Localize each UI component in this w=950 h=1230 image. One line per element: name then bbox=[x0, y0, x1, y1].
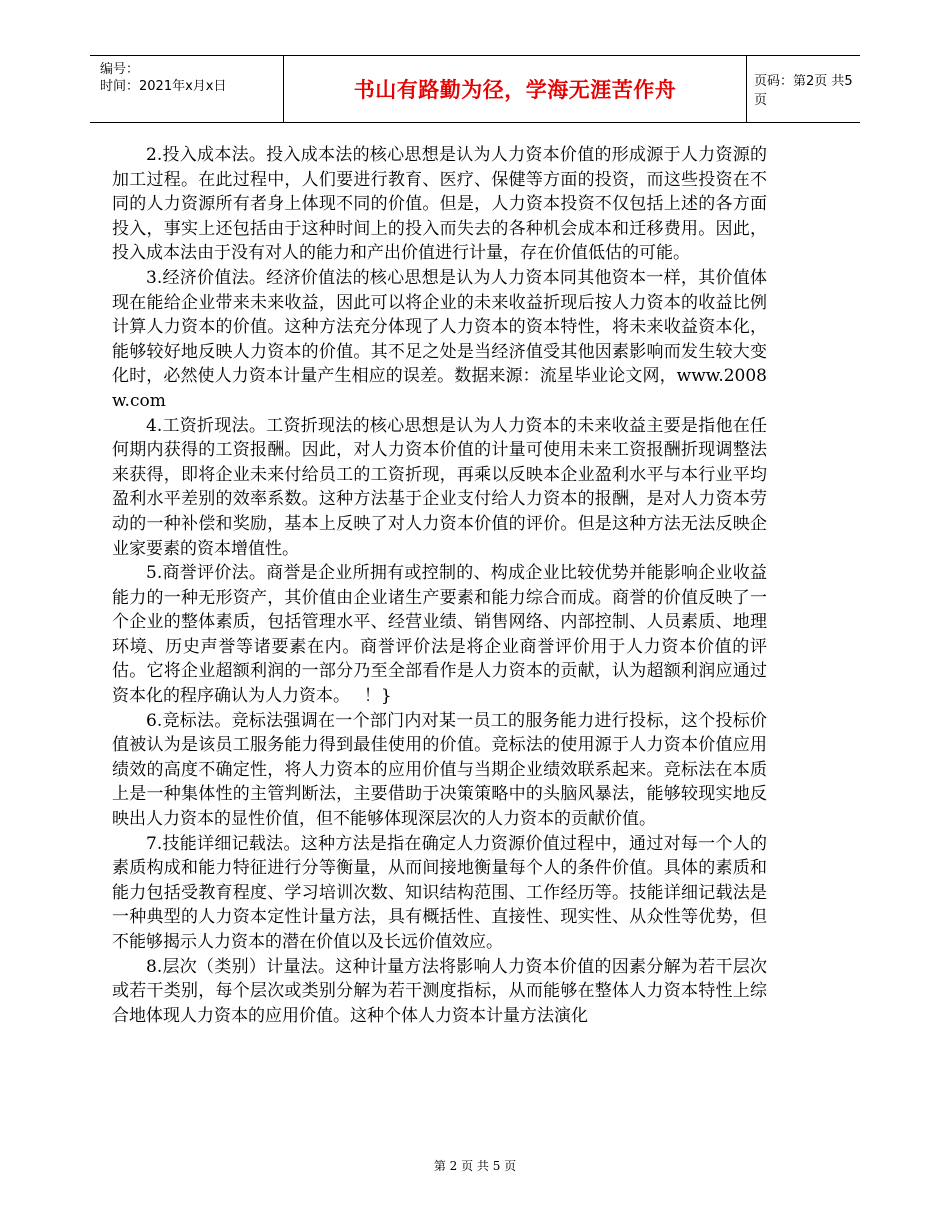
document-time-label: 时间：2021年x月x日 bbox=[100, 79, 227, 94]
page-header bbox=[90, 55, 860, 123]
document-number-label: 编号： bbox=[100, 62, 140, 77]
paragraph-economic-value-method: 3.经济价值法。经济价值法的核心思想是认为人力资本同其他资本一样，其价值体现在能给企业带来未来收益，因此可以将企业的未来收益折现后按人力资本的收益比例计算人力资本的价值。这种方法充分体现了人力资本的资本特性，将未来收益资本化，能够较好地反映人力资本的价值。其不足之处是当经济值受其他因素影响而发生较大变化时，必然使人力资本计量产生相应的误差。数据来源：流星毕业论文网，www.2008w.com bbox=[112, 267, 767, 411]
header-meta bbox=[90, 56, 283, 122]
paragraph-bidding-method: 6.竞标法。竞标法强调在一个部门内对某一员工的服务能力进行投标，这个投标价值被认为是该员工服务能力得到最佳使用的价值。竞标法的使用源于人力资本价值应用绩效的高度不确定性，将人力资本的应用价值与当期企业绩效联系起来。竞标法在本质上是一种集体性的主管判断法，主要借助于决策策略中的头脑风暴法，能够较现实地反映出人力资本的显性价值，但不能够体现深层次的人力资本的贡献价值。 bbox=[112, 710, 767, 830]
paragraph-input-cost-method: 2.投入成本法。投入成本法的核心思想是认为人力资本价值的形成源于人力资源的加工过程。在此过程中，人们要进行教育、医疗、保健等方面的投资，而这些投资在不同的人力资源所有者身上体现不同的价值。但是，人力资本投资不仅包括上述的各方面投入，事实上还包括由于这种时间上的投入而失去的各种机会成本和迁移费用。因此，投入成本法由于没有对人的能力和产出价值进行计量，存在价值低估的可能。 bbox=[112, 145, 767, 264]
page-footer: 第 2 页 共 5 页 bbox=[433, 1159, 517, 1173]
header-motto: 书山有路勤为径，学海无涯苦作舟 bbox=[353, 77, 677, 102]
header-page-info: 页码：第2页 共5页 bbox=[754, 74, 853, 108]
header-motto-cell bbox=[283, 56, 747, 122]
paragraph-skill-record-method: 7.技能详细记载法。这种方法是指在确定人力资源价值过程中，通过对每一个人的素质构成和能力特征进行分等衡量，从而间接地衡量每个人的条件价值。具体的素质和能力包括受教育程度、学习培训次数、知识结构范围、工作经历等。技能详细记载法是一种典型的人力资本定性计量方法，具有概括性、直接性、现实性、从众性等优势，但不能够揭示人力资本的潜在价值以及长远价值效应。 bbox=[112, 833, 767, 952]
paragraph-goodwill-method: 5.商誉评价法。商誉是企业所拥有或控制的、构成企业比较优势并能影响企业收益能力的一种无形资产，其价值由企业诸生产要素和能力综合而成。商誉的价值反映了一个企业的整体素质，包括管理水平、经营业绩、销售网络、内部控制、人员素质、地理环境、历史声誉等诸要素在内。商誉评价法是将企业商誉评价用于人力资本价值的评估。它将企业超额利润的一部分乃至全部看作是人力资本的贡献，认为超额利润应通过资本化的程序确认为人力资本。 ！} bbox=[112, 563, 767, 707]
paragraph-wage-discount-method: 4.工资折现法。工资折现法的核心思想是认为人力资本的未来收益主要是指他在任何期内获得的工资报酬。因此，对人力资本价值的计量可使用未来工资报酬折现调整法来获得，即将企业未来付给员工的工资折现，再乘以反映本企业盈利水平与本行业平均盈利水平差别的效率系数。这种方法基于企业支付给人力资本的报酬，是对人力资本劳动的一种补偿和奖励，基本上反映了对人力资本价值的评价。但是这种方法无法反映企业家要素的资本增值性。 bbox=[112, 415, 767, 559]
document-body bbox=[112, 143, 767, 1028]
paragraph-hierarchy-method: 8.层次（类别）计量法。这种计量方法将影响人力资本价值的因素分解为若干层次或若干类别，每个层次或类别分解为若干测度指标，从而能够在整体人力资本特性上综合地体现人力资本的应用价值。这种个体人力资本计量方法演化 bbox=[112, 956, 767, 1026]
